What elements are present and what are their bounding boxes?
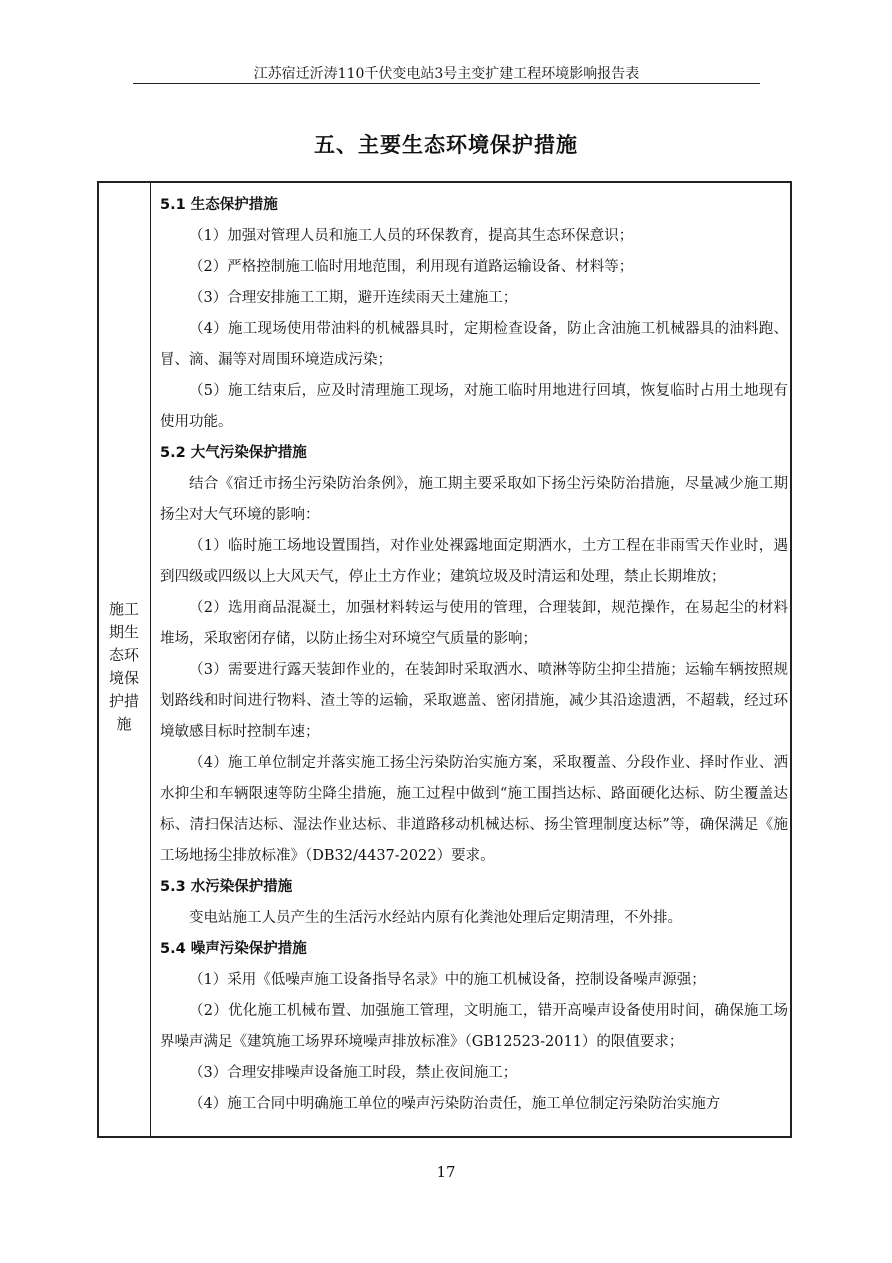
- section-heading-5-2: 5.2 大气污染保护措施: [160, 445, 307, 461]
- section-heading-5-3: 5.3 水污染保护措施: [160, 879, 293, 895]
- paragraph: （4）施工现场使用带油料的机械器具时，定期检查设备，防止含油施工机械器具的油料跑、冒、滴、漏等对周围环境造成污染；: [160, 321, 788, 368]
- paragraph: （3）合理安排施工工期，避开连续雨天土建施工；: [189, 290, 518, 306]
- paragraph: 变电站施工人员产生的生活污水经站内原有化粪池处理后定期清理，不外排。: [189, 910, 682, 926]
- header-rule: [133, 83, 760, 84]
- paragraph: （2）优化施工机械布置、加强施工管理，文明施工，错开高噪声设备使用时间，确保施工场界噪声满足《建筑施工场界环境噪声排放标准》（GB12523-2011）的限值要求；: [160, 1003, 788, 1050]
- content-cell: [151, 183, 790, 1136]
- category-label: 施工期生态环境保护措施: [108, 600, 139, 733]
- paragraph: （1）采用《低噪声施工设备指导名录》中的施工机械设备，控制设备噪声源强；: [189, 972, 706, 988]
- paragraph: （3）合理安排噪声设备施工时段，禁止夜间施工；: [189, 1065, 518, 1081]
- section-title: 五、主要生态环境保护措施: [314, 133, 578, 157]
- page-number: 17: [436, 1163, 456, 1181]
- paragraph: 结合《宿迁市扬尘污染防治条例》，施工期主要采取如下扬尘污染防治措施，尽量减少施工期扬尘对大气环境的影响：: [160, 476, 788, 523]
- section-heading-5-1: 5.1 生态保护措施: [160, 197, 278, 213]
- paragraph: （4）施工单位制定并落实施工扬尘污染防治实施方案，采取覆盖、分段作业、择时作业、洒水抑尘和车辆限速等防尘降尘措施，施工过程中做到“施工围挡达标、路面硬化达标、防尘覆盖达标、清扫保洁达标、湿法作业达标、非道路移动机械达标、扬尘管理制度达标”等，确保满足《施工场地扬尘排放标准》（DB32/4437-2022）要求。: [160, 755, 788, 864]
- section-heading-5-4: 5.4 噪声污染保护措施: [160, 941, 307, 957]
- running-header: 江苏宿迁沂涛110千伏变电站3号主变扩建工程环境影响报告表: [253, 66, 640, 82]
- paragraph: （1）加强对管理人员和施工人员的环保教育，提高其生态环保意识；: [189, 228, 634, 244]
- paragraph: （2）严格控制施工临时用地范围，利用现有道路运输设备、材料等；: [189, 259, 634, 275]
- paragraph: （5）施工结束后，应及时清理施工现场，对施工临时用地进行回填，恢复临时占用土地现有使用功能。: [160, 383, 788, 430]
- paragraph: （3）需要进行露天装卸作业的，在装卸时采取洒水、喷淋等防尘抑尘措施；运输车辆按照规划路线和时间进行物料、渣土等的运输，采取遮盖、密闭措施，减少其沿途遗洒，不超载，经过环境敏感目标时控制车速；: [160, 662, 788, 740]
- paragraph: （2）选用商品混凝土，加强材料转运与使用的管理，合理装卸，规范操作，在易起尘的材料堆场，采取密闭存储，以防止扬尘对环境空气质量的影响；: [160, 600, 788, 647]
- paragraph: （1）临时施工场地设置围挡，对作业处裸露地面定期洒水，土方工程在非雨雪天作业时，遇到四级或四级以上大风天气，停止土方作业；建筑垃圾及时清运和处理，禁止长期堆放；: [160, 538, 788, 585]
- category-cell: [99, 183, 151, 1136]
- paragraph: （4）施工合同中明确施工单位的噪声污染防治责任，施工单位制定污染防治实施方: [189, 1096, 721, 1112]
- measures-table: [97, 181, 792, 1138]
